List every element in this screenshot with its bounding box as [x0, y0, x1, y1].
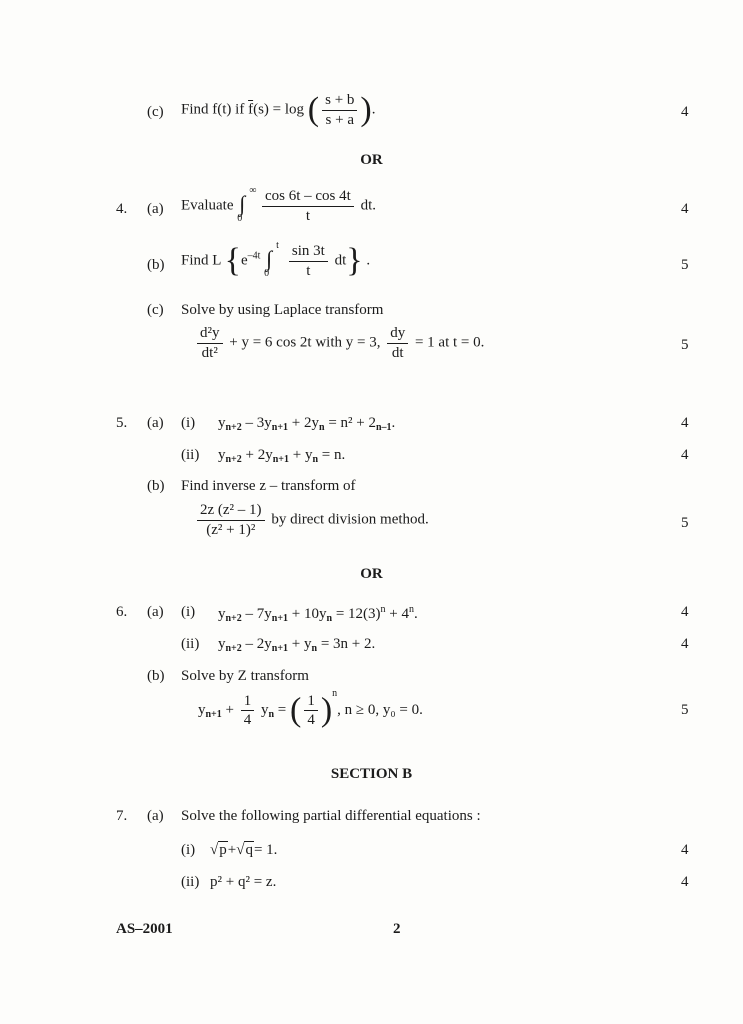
- q3c-fraction: $\frac{s + b}{s + a}$: [322, 92, 357, 128]
- q7a-ii-label: (ii): [181, 874, 200, 890]
- q4c-text: Solve by using Laplace transform: [181, 302, 384, 318]
- q5b-expression: $\frac{\text{2z (z² – 1)}}{\text{(z² + 1)²}}$ by direct division method.: [194, 502, 429, 538]
- integral-sign: ∫ ∞ 0: [237, 185, 257, 224]
- q5a-ii-equation: $y_{n+2} + 2y_{n+1} + y_n = n$.: [218, 447, 346, 465]
- q5-number: 5.: [116, 415, 128, 431]
- q5a-i-equation: $y_{n+2} - 3y_{n+1} + 2y_n = n^2 + 2_{n-1}$.: [218, 415, 396, 433]
- q4a-label: (a): [147, 201, 164, 217]
- or-heading-2: OR: [360, 566, 383, 582]
- q3c-marks: 4: [681, 104, 689, 120]
- q6b-label: (b): [147, 668, 165, 684]
- q6a-i-label: (i): [181, 604, 196, 620]
- q3c-fbar: $\overline{f}$: [248, 101, 254, 118]
- q5b-text: Find inverse z – transform of: [181, 478, 356, 494]
- q4c-equation: $\frac{\text{d²y}}{\text{dt²}}$ + y = 6 cos 2t with y = 3, $\frac{dy}{dt}$ = 1 at t = 0.: [194, 325, 484, 361]
- section-b-heading: SECTION B: [330, 766, 413, 782]
- q5a-ii-label: (ii): [181, 447, 200, 463]
- q7a-text: Solve the following partial differential equations :: [181, 808, 481, 824]
- q5b-label: (b): [147, 478, 165, 494]
- q4b-statement: Find L {$e^{-4t}$ ∫ t 0 $\frac{\sin 3t}{t}$ dt} .: [181, 240, 371, 279]
- q6a-i-equation: $y_{n+2} - 7y_{n+1} + 10y_n = 12(3)^n + 4^n$.: [218, 604, 418, 624]
- q6a-ii-equation: $y_{n+2} - 2y_{n+1} + y_n = 3n + 2$.: [218, 636, 376, 654]
- or-heading-1: OR: [360, 152, 383, 168]
- q7a-ii-equation: p² + q² = z.: [210, 874, 277, 890]
- footer-page-number: 2: [393, 921, 401, 937]
- q4-number: 4.: [116, 201, 128, 217]
- q6b-text: Solve by Z transform: [181, 668, 309, 684]
- q7a-ii-marks: 4: [681, 874, 689, 890]
- q6a-i-marks: 4: [681, 604, 689, 620]
- q6b-equation: $y_{n+1}$ + $\frac{1}{4}$ $y_n$ = ( $\frac{1}{4}$ )$^n$, n ≥ 0, y₀ = 0.: [198, 688, 423, 729]
- q5a-i-marks: 4: [681, 415, 689, 431]
- q4c-marks: 5: [681, 337, 689, 353]
- q3c-statement: Find f(t) if $\overline{f}(s) = \log$ ( $\frac{s + b}{s + a}$ ).: [181, 91, 376, 128]
- q4a-marks: 4: [681, 201, 689, 217]
- q4b-label: (b): [147, 257, 165, 273]
- q3c-label: (c): [147, 104, 164, 120]
- q5a-ii-marks: 4: [681, 447, 689, 463]
- q6-number: 6.: [116, 604, 128, 620]
- q6b-marks: 5: [681, 702, 689, 718]
- q5b-marks: 5: [681, 515, 689, 531]
- q7a-i-label: (i): [181, 842, 196, 858]
- q4c-label: (c): [147, 302, 164, 318]
- q7a-label: (a): [147, 808, 164, 824]
- q4a-statement: Evaluate ∫ ∞ 0 $\frac{\cos 6t - \cos 4t}{t}$ dt.: [181, 185, 376, 224]
- q5a-label: (a): [147, 415, 164, 431]
- q6a-label: (a): [147, 604, 164, 620]
- footer-paper-code: AS–2001: [116, 921, 173, 937]
- q7a-i-equation: √p+√q= 1.: [210, 842, 278, 858]
- q5a-i-label: (i): [181, 415, 196, 431]
- q3c-mid: (s) = log: [253, 101, 305, 118]
- q4b-marks: 5: [681, 257, 689, 273]
- q6a-ii-marks: 4: [681, 636, 689, 652]
- q6a-ii-label: (ii): [181, 636, 200, 652]
- q7a-i-marks: 4: [681, 842, 689, 858]
- q3c-text: Find f(t) if: [181, 101, 245, 118]
- q7-number: 7.: [116, 808, 128, 824]
